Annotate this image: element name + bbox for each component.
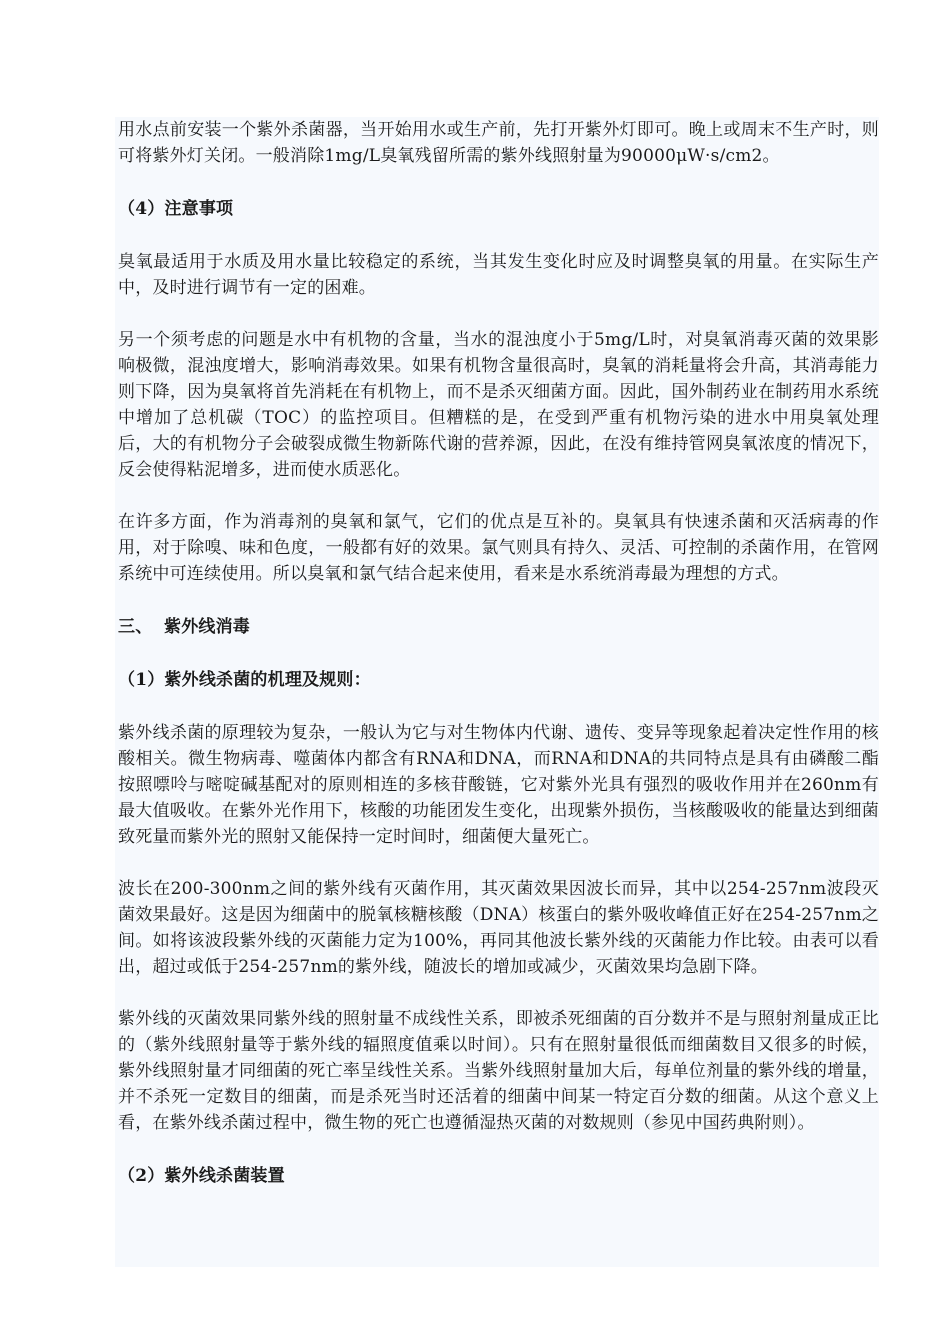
paragraph-mechanism-3: 紫外线的灭菌效果同紫外线的照射量不成线性关系，即被杀死细菌的百分数并不是与照射剂量成正比的（紫外线照射量等于紫外线的辐照度值乘以时间）。只有在照射量很低而细菌数目又很多的时候，紫外线照射量才同细菌的死亡率呈线性关系。当紫外线照射量加大后，每单位剂量的紫外线的增量，并不杀死一定数目的细菌，而是杀死当时还活着的细菌中间某一特定百分数的细菌。从这个意义上看，在紫外线杀菌过程中，微生物的死亡也遵循湿热灭菌的对数规则（参见中国药典附则）。 [118,1009,879,1133]
heading-section-uv [118,614,879,640]
paragraph-notes-3: 在许多方面，作为消毒剂的臭氧和氯气，它们的优点是互补的。臭氧具有快速杀菌和灭活病毒的作用，对于除嗅、味和色度，一般都有好的效果。氯气则具有持久、灵活、可控制的杀菌作用，在管网系统中可连续使用。所以臭氧和氯气结合起来使用，看来是水系统消毒最为理想的方式。 [118,512,879,584]
paragraph-notes-2: 另一个须考虑的问题是水中有机物的含量，当水的混浊度小于5mg/L时，对臭氧消毒灭菌的效果影响极微，混浊度增大，影响消毒效果。如果有机物含量很高时，臭氧的消耗量将会升高，其消毒能力则下降，因为臭氧将首先消耗在有机物上，而不是杀灭细菌方面。因此，国外制药业在制药用水系统中增加了总机碳（TOC）的监控项目。但糟糕的是，在受到严重有机物污染的进水中用臭氧处理后，大的有机物分子会破裂成微生物新陈代谢的营养源，因此，在没有维持管网臭氧浓度的情况下，反会使得粘泥增多，进而使水质恶化。 [118,330,879,480]
document-body [115,117,879,1267]
paragraph-notes-1: 臭氧最适用于水质及用水量比较稳定的系统，当其发生变化时应及时调整臭氧的用量。在实际生产中，及时进行调节有一定的困难。 [118,252,879,298]
paragraph-mechanism-1: 紫外线杀菌的原理较为复杂，一般认为它与对生物体内代谢、遗传、变异等现象起着决定性作用的核酸相关。微生物病毒、噬菌体内都含有RNA和DNA，而RNA和DNA的共同特点是具有由磷酸二酯按照嘌呤与嘧啶碱基配对的原则相连的多核苷酸链，它对紫外光具有强烈的吸收作用并在260nm有最大值吸收。在紫外光作用下，核酸的功能团发生变化，出现紫外损伤，当核酸吸收的能量达到细菌致死量而紫外光的照射又能保持一定时间时，细菌便大量死亡。 [118,723,879,847]
paragraph-intro: 用水点前安装一个紫外杀菌器，当开始用水或生产前，先打开紫外灯即可。晚上或周末不生产时，则可将紫外灯关闭。一般消除1mg/L臭氧残留所需的紫外线照射量为90000μW·s/cm2。 [118,120,879,166]
heading-mechanism: （1）紫外线杀菌的机理及规则： [118,670,371,690]
paragraph-mechanism-2: 波长在200-300nm之间的紫外线有灭菌作用，其灭菌效果因波长而异，其中以254-257nm波段灭菌效果最好。这是因为细菌中的脱氧核糖核酸（DNA）核蛋白的紫外吸收峰值正好在254-257nm之间。如将该波段紫外线的灭菌能力定为100%，再同其他波长紫外线的灭菌能力作比较。由表可以看出，超过或低于254-257nm的紫外线，随波长的增加或减少，灭菌效果均急剧下降。 [118,879,879,977]
heading-notes: （4）注意事项 [118,199,234,219]
section-title: 紫外线消毒 [164,617,250,637]
heading-device: （2）紫外线杀菌装置 [118,1166,285,1186]
section-number: 三、 [118,617,153,637]
